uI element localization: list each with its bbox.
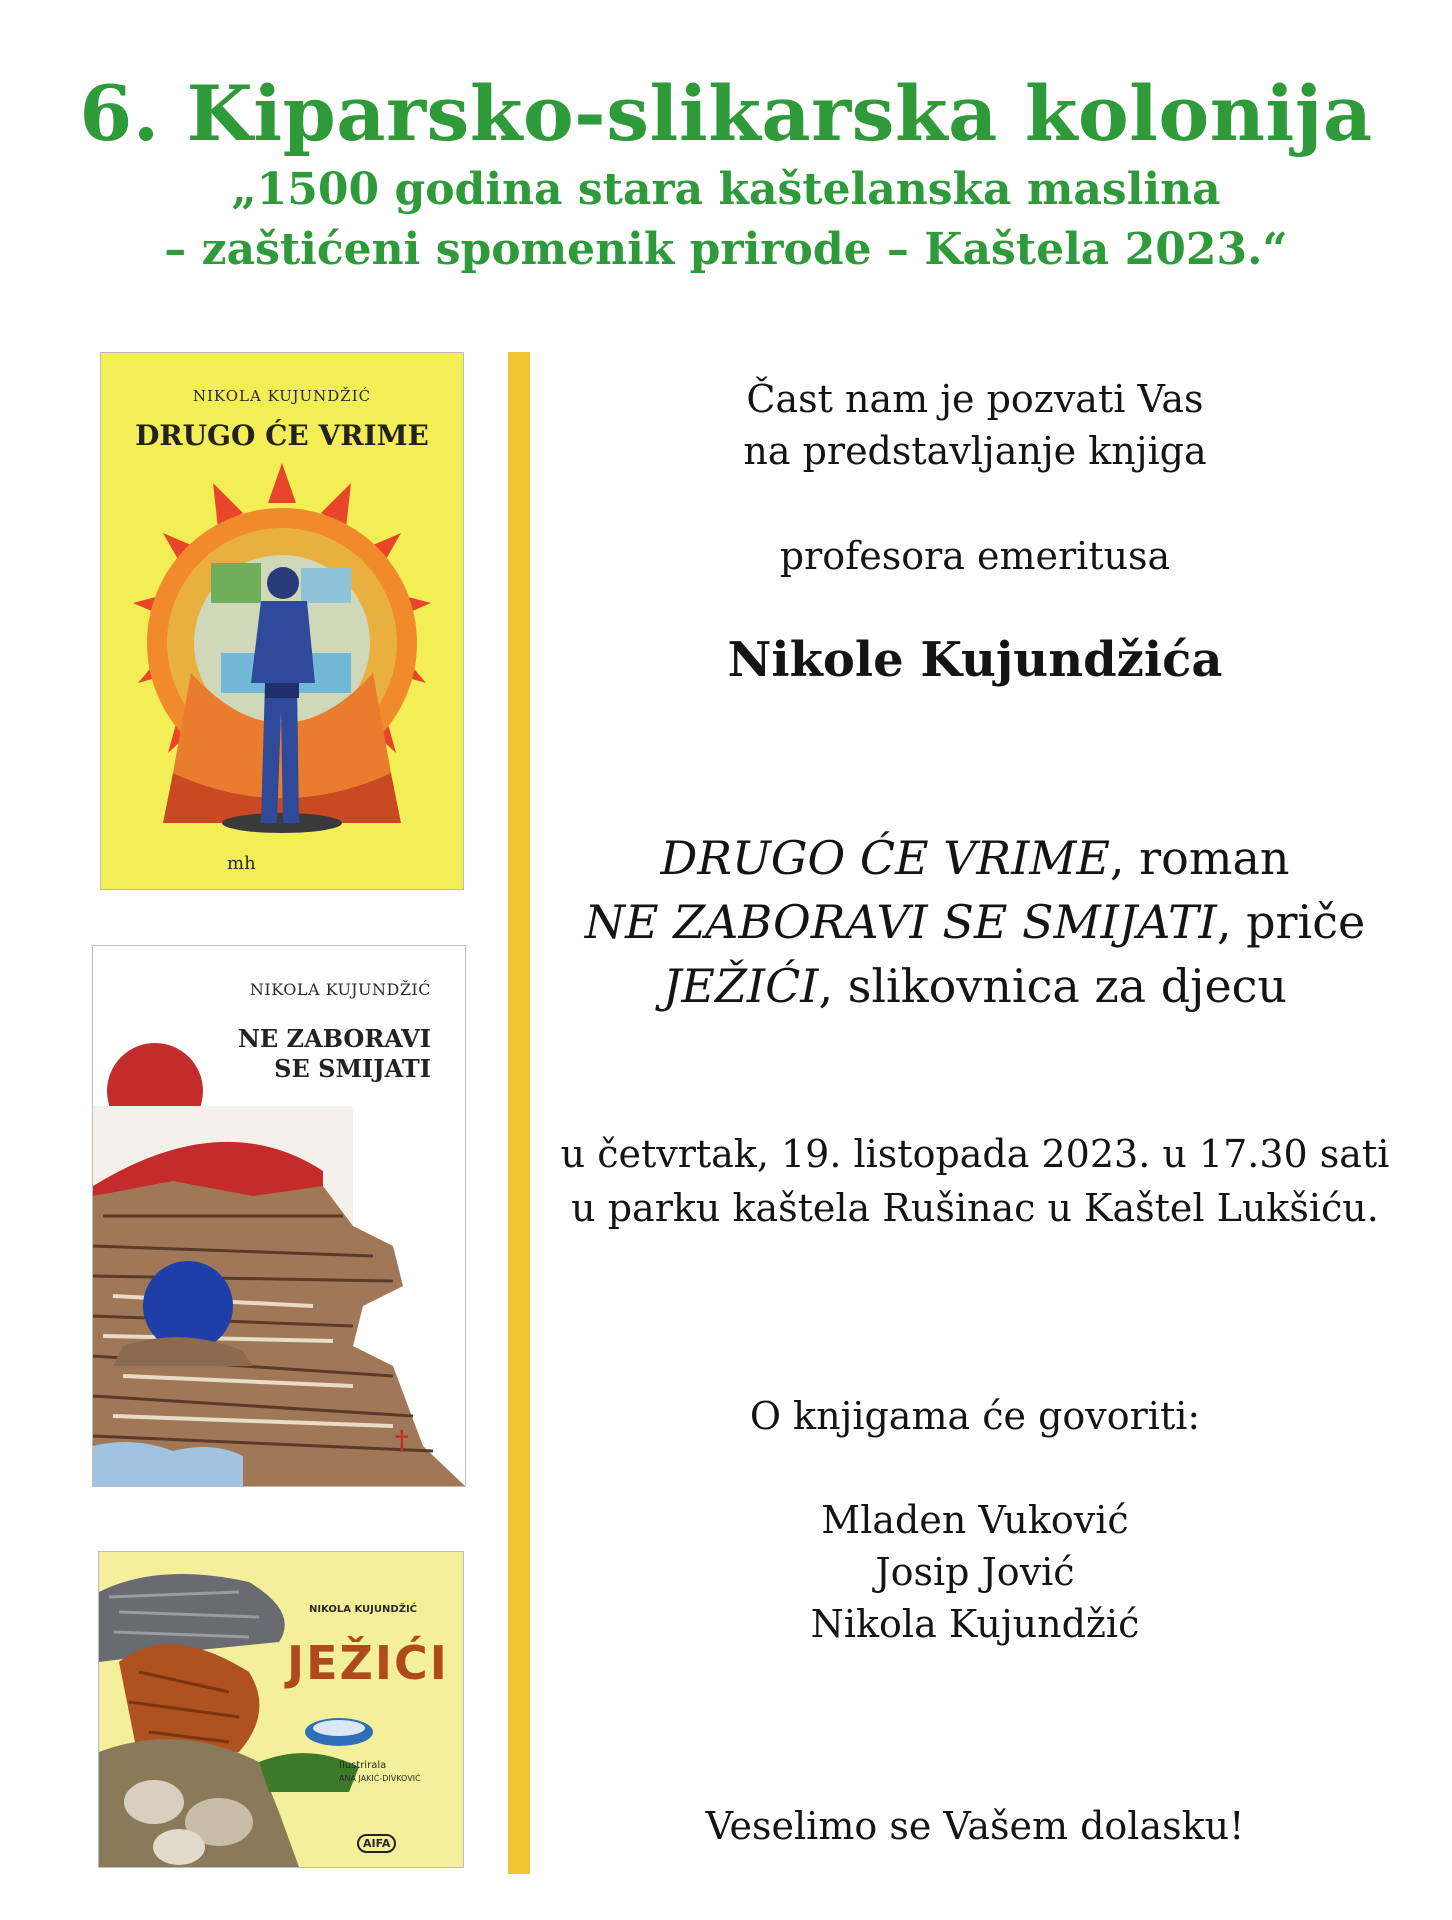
book-title: JEŽIĆI: [662, 959, 819, 1013]
speaker-name: Nikola Kujundžić: [810, 1602, 1140, 1646]
speaker-name: Josip Jović: [875, 1550, 1075, 1594]
illustrator-name: ANA JAKIĆ-DIVKOVIĆ: [339, 1774, 421, 1783]
publisher-logo: †: [395, 1426, 409, 1456]
book-cover-ne-zaboravi-se-smijati: [92, 945, 466, 1487]
event-when: u četvrtak, 19. listopada 2023. u 17.30 sati: [560, 1132, 1390, 1176]
book-line-1: [545, 826, 1405, 890]
book-cover-drugo-ce-vrime: [100, 352, 464, 890]
event-where: u parku kaštela Rušinac u Kaštel Lukšiću.: [571, 1186, 1379, 1230]
cover-author: NIKOLA KUJUNDŽIĆ: [309, 1604, 417, 1615]
publisher-logo: mh: [227, 853, 256, 874]
poster-subtitle-line1: „1500 godina stara kaštelanska maslina: [231, 164, 1221, 215]
book-kind: , roman: [1109, 831, 1290, 885]
speakers-intro: O knjigama će govoriti:: [749, 1394, 1201, 1438]
poster-title: 6. Kiparsko-slikarska kolonija: [79, 69, 1373, 158]
cover-title: JEŽIĆI: [287, 1636, 449, 1690]
cover-author: NIKOLA KUJUNDŽIĆ: [249, 980, 431, 999]
cover-title-line1: NE ZABORAVI: [237, 1024, 431, 1053]
book-line-3: [545, 954, 1405, 1018]
book-cover-jezici: [98, 1551, 464, 1868]
closing-line: Veselimo se Vašem dolasku!: [705, 1804, 1245, 1848]
invitation-line1: Čast nam je pozvati Vas: [746, 377, 1204, 421]
vertical-divider: [508, 352, 530, 1874]
illustrator-label: Ilustrirala: [339, 1760, 387, 1771]
cover-title: DRUGO ĆE VRIME: [135, 419, 429, 452]
poster-header: [0, 68, 1452, 280]
book-title: NE ZABORAVI SE SMIJATI: [584, 895, 1217, 949]
author-name: Nikole Kujundžića: [727, 632, 1223, 688]
book-line-2: [545, 890, 1405, 954]
poster-subtitle-line2: – zaštićeni spomenik prirode – Kaštela 2023.“: [164, 224, 1288, 275]
book-kind: , priče: [1216, 895, 1366, 949]
book-kind: , slikovnica za djecu: [818, 959, 1288, 1013]
book-title: DRUGO ĆE VRIME: [660, 831, 1110, 885]
hedgehog-collage-illustration: [99, 1552, 463, 1867]
cover-title-line2: SE SMIJATI: [274, 1054, 431, 1083]
invitation-line2: na predstavljanje knjiga: [743, 429, 1207, 473]
invitation-line3: profesora emeritusa: [779, 534, 1171, 578]
cover-author: NIKOLA KUJUNDŽIĆ: [192, 387, 372, 405]
publisher-logo: AIFA: [357, 1834, 396, 1853]
speaker-name: Mladen Vuković: [821, 1498, 1129, 1542]
